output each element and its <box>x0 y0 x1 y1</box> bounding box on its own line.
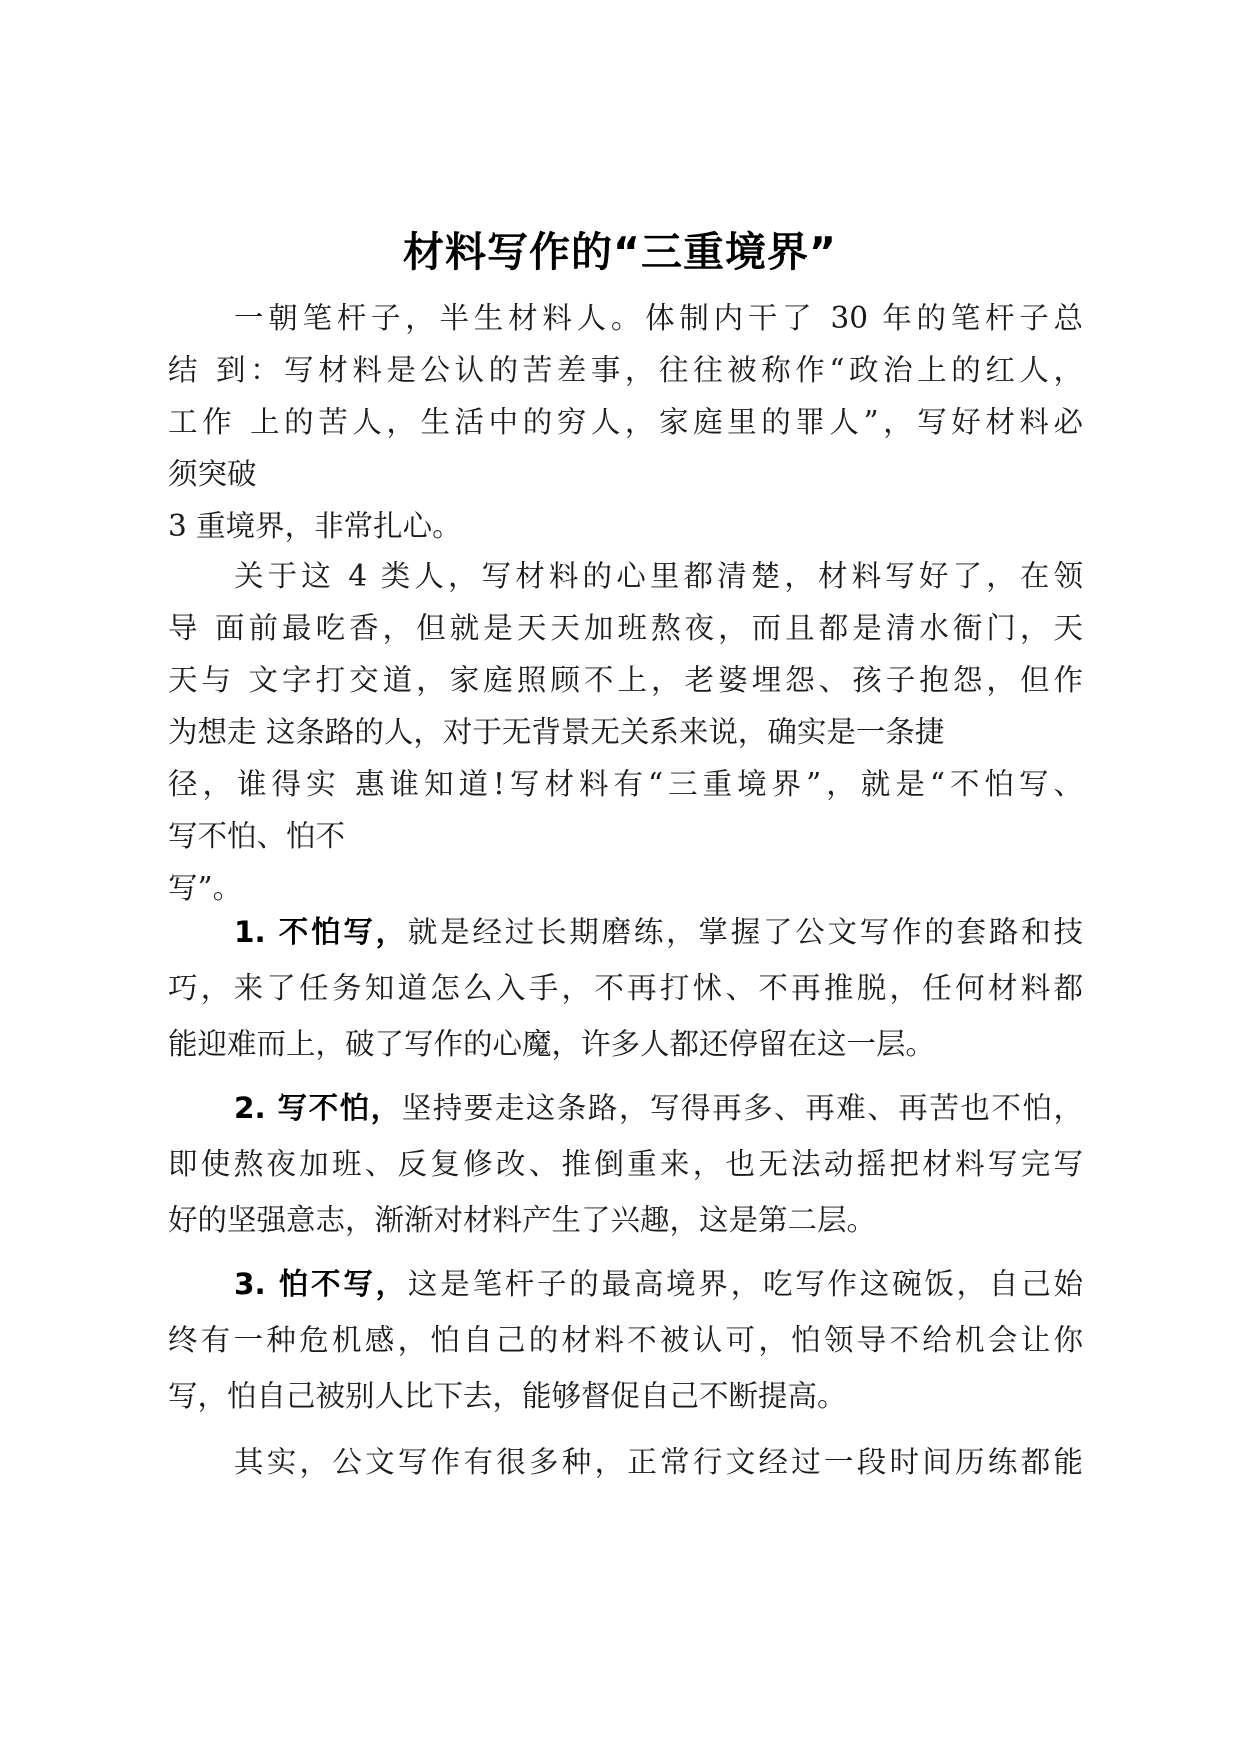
text-line <box>168 1080 1083 1136</box>
text-line: 其实，公文写作有很多种，正常行文经过一段时间历练都能 <box>234 1445 1083 1479</box>
paragraph-four-types <box>168 550 1083 914</box>
level-heading: 3. 怕不写， <box>234 1267 408 1301</box>
text-line: 为想走 这条路的人，对于无背景无关系来说，确实是一条捷 <box>168 715 945 749</box>
text-line <box>168 904 1083 960</box>
text-line: 写不怕、怕不 <box>168 819 346 853</box>
text-run: 就是经过长期磨练，掌握了公文写作的套路和技 <box>407 915 1083 949</box>
paragraph-level-three <box>168 1256 1083 1424</box>
document-title: 材料写作的“三重境界” <box>403 228 837 276</box>
text-line: 一朝笔杆子，半生材料人。体制内干了 30 年的笔杆子总 <box>234 301 1083 335</box>
text-line: 关于这 4 类人，写材料的心里都清楚，材料写好了，在领 <box>234 559 1083 593</box>
text-line: 3 重境界，非常扎心。 <box>168 509 462 543</box>
paragraph-closing <box>168 1434 1083 1490</box>
paragraph-level-two <box>168 1080 1083 1248</box>
paragraph-intro <box>168 292 1083 552</box>
text-line <box>168 1256 1083 1312</box>
text-line: 写，怕自己被别人比下去，能够督促自己不断提高。 <box>168 1379 847 1413</box>
text-line: 能迎难而上，破了写作的心魔，许多人都还停留在这一层。 <box>168 1027 936 1061</box>
paragraph-level-one <box>168 904 1083 1072</box>
text-line: 即使熬夜加班、反复修改、推倒重来，也无法动摇把材料写完写 <box>168 1147 1083 1181</box>
level-heading: 2. 写不怕， <box>234 1091 402 1125</box>
text-line: 巧，来了任务知道怎么入手，不再打怵、不再推脱，任何材料都 <box>168 971 1083 1005</box>
text-line: 天与 文字打交道，家庭照顾不上，老婆埋怨、孩子抱怨，但作 <box>168 663 1083 697</box>
text-run: 这是笔杆子的最高境界，吃写作这碗饭，自己始 <box>407 1267 1083 1301</box>
text-line: 径，谁得实 惠谁知道!写材料有“三重境界”，就是“不怕写、 <box>168 767 1083 801</box>
text-line: 须突破 <box>168 457 257 491</box>
text-line: 好的坚强意志，渐渐对材料产生了兴趣，这是第二层。 <box>168 1203 877 1237</box>
text-line: 结 到：写材料是公认的苦差事，往往被称作“政治上的红人， <box>168 353 1083 387</box>
text-line: 导 面前最吃香，但就是天天加班熬夜，而且都是清水衙门，天 <box>168 611 1083 645</box>
text-line: 终有一种危机感，怕自己的材料不被认可，怕领导不给机会让你 <box>168 1323 1083 1357</box>
level-heading: 1. 不怕写， <box>234 915 408 949</box>
text-line: 工作 上的苦人，生活中的穷人，家庭里的罪人”，写好材料必 <box>168 405 1083 439</box>
text-line: 写”。 <box>168 871 243 905</box>
text-run: 坚持要走这条路，写得再多、再难、再苦也不怕， <box>401 1091 1083 1125</box>
